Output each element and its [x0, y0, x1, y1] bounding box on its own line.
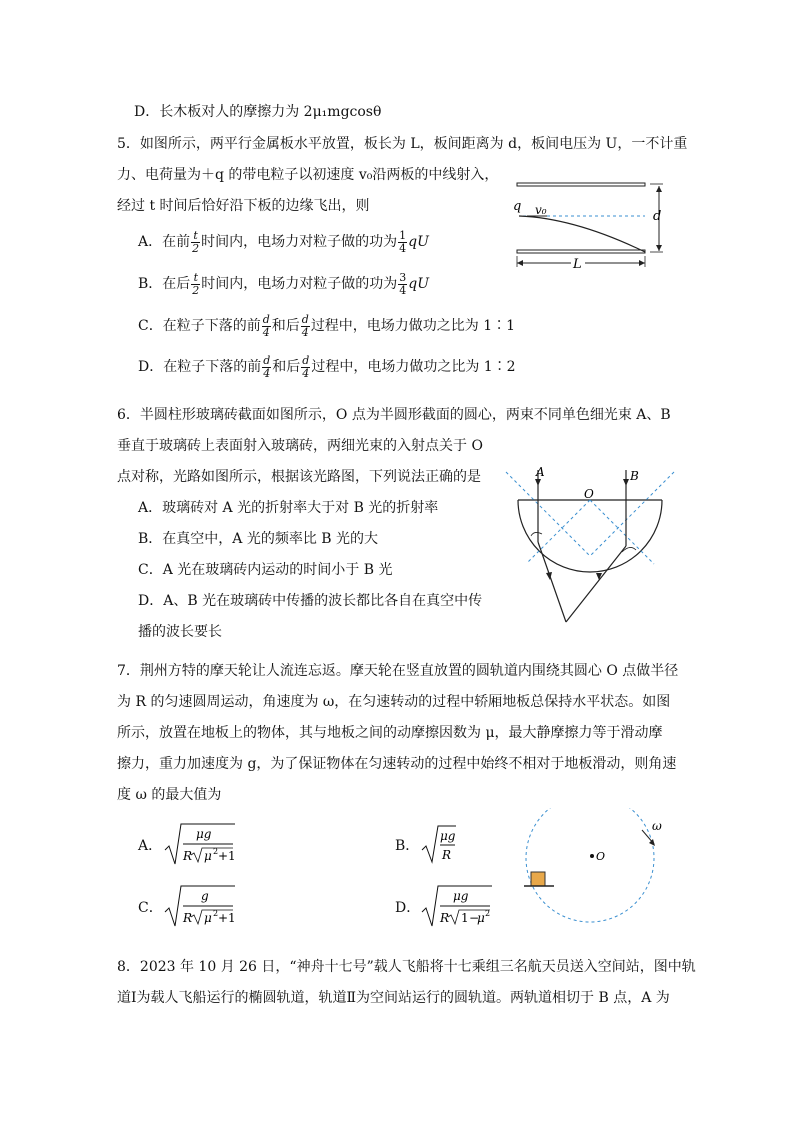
ray-A-label: A: [536, 465, 545, 479]
ray-B-refracted: [566, 546, 626, 622]
svg-text:+1: +1: [218, 911, 236, 925]
q7-option-a-formula: [163, 820, 243, 868]
q7-wheel-diagram: [520, 808, 680, 924]
q7-stem-line1: 7．荆州方特的摩天轮让人流连忘返。摩天轮在竖直放置的圆轨道内围绕其圆心 O 点做半径: [117, 663, 679, 679]
normal-dash-4: [590, 500, 654, 564]
d-arrow-top: [656, 186, 662, 192]
L-label: L: [573, 257, 582, 270]
center-dot: [590, 854, 594, 858]
svg-text:μg: μg: [196, 827, 212, 841]
svg-text:μg: μg: [440, 829, 456, 843]
ray-B-arrow2: [596, 573, 602, 580]
normal-dash-2: [590, 472, 674, 556]
q5-option-d: D．在粒子下落的前 $\frac{d}{4}$ 和后 $\frac{d}{4}$ 过程中，电场力做功之比为 1∶2: [138, 353, 516, 380]
q6-stem-line1: 6．半圆柱形玻璃砖截面如图所示，O 点为半圆形截面的圆心，两束不同单色细光束 A、B: [117, 407, 671, 423]
svg-text:−: −: [469, 911, 480, 925]
upper-plate: [517, 183, 645, 186]
L-arrow-left: [517, 260, 523, 266]
ray-B-arrow: [623, 479, 629, 486]
q5-stem-line1: 5．如图所示，两平行金属板水平放置，板长为 L，板间距离为 d，板间电压为 U，一不计重: [117, 136, 688, 152]
q5-option-a: A．在前 $\frac{t}{2}$ 时间内，电场力对粒子做的功为 $\frac{1}{4}$ qU: [138, 228, 429, 255]
q7-option-a-label: A．: [138, 838, 163, 854]
q6-option-c: C．A 光在玻璃砖内运动的时间小于 B 光: [138, 562, 393, 578]
wheel-circle: [526, 808, 654, 922]
svg-text:g: g: [201, 889, 209, 903]
omega-arrowhead: [649, 839, 655, 846]
ray-A-arrow: [535, 479, 541, 486]
v0-label: v₀: [535, 203, 547, 217]
glass-arc: [518, 500, 662, 572]
q7-option-c-label: C．: [138, 900, 163, 916]
q5-stem-line2: 力、电荷量为＋q 的带电粒子以初速度 v₀沿两板的中线射入，: [117, 167, 499, 183]
svg-text:2: 2: [485, 909, 491, 918]
svg-text:2: 2: [213, 847, 219, 856]
q6-option-b: B．在真空中，A 光的频率比 B 光的大: [138, 531, 379, 547]
L-arrow-right: [639, 260, 645, 266]
center-O-label: O: [596, 850, 606, 863]
svg-text:R: R: [440, 911, 450, 925]
svg-text:R: R: [183, 911, 193, 925]
angle-mark-A: [531, 532, 542, 536]
q6-glass-diagram: [498, 462, 678, 628]
svg-text:2: 2: [213, 909, 219, 918]
q7-stem-line5: 度 ω 的最大值为: [117, 787, 222, 803]
svg-text:1: 1: [461, 911, 469, 925]
q7-option-d-formula: [420, 882, 500, 930]
q7-option-c-formula: [163, 882, 243, 930]
q8-stem-line1: 8．2023 年 10 月 26 日，“神舟十七号”载人飞船将十七乘组三名航天员送入空间站，图中轨: [117, 959, 696, 975]
q5-option-c: C．在粒子下落的前 $\frac{d}{4}$ 和后 $\frac{d}{4}$ 过程中，电场力做功之比为 1∶1: [138, 312, 516, 339]
q7-option-b-label: B．: [395, 838, 420, 854]
q7-stem-line2: 为 R 的匀速圆周运动，角速度为 ω，在匀速转动的过程中轿厢地板总保持水平状态。如图: [117, 694, 671, 710]
q7-option-d-label: D．: [395, 900, 421, 916]
omega-label: ω: [652, 819, 662, 833]
center-O-label: O: [584, 487, 594, 501]
q6-option-d-line1: D．A、B 光在玻璃砖中传播的波长都比各自在真空中传: [138, 593, 483, 609]
particle-trajectory: [519, 216, 645, 252]
q7-option-b-formula: [420, 822, 460, 866]
lower-plate: [517, 250, 645, 253]
object-block: [531, 872, 545, 886]
d-arrow-bottom: [656, 245, 662, 251]
svg-text:R: R: [442, 848, 452, 862]
q5-option-b: B．在后 $\frac{t}{2}$ 时间内，电场力对粒子做的功为 $\frac{3}{4}$ qU: [138, 270, 430, 297]
normal-dash-3: [528, 500, 590, 562]
normal-dash-1: [506, 472, 590, 556]
q7-stem-line4: 擦力，重力加速度为 g，为了保证物体在匀速转动的过程中始终不相对于地板滑动，则角速: [117, 756, 677, 772]
charge-label: q: [513, 199, 522, 214]
svg-text:R: R: [183, 849, 193, 863]
q6-stem-line3: 点对称，光路如图所示，根据该光路图，下列说法正确的是: [117, 469, 481, 485]
svg-text:μg: μg: [453, 889, 469, 903]
q6-option-d-line2: 播的波长要长: [138, 624, 222, 640]
ray-B-label: B: [630, 469, 639, 483]
ray-A-refracted: [538, 542, 566, 622]
d-label: d: [653, 209, 662, 224]
svg-text:μ: μ: [204, 911, 212, 925]
q5-plates-diagram: [505, 178, 685, 270]
q5-stem-line3: 经过 t 时间后恰好沿下板的边缘飞出，则: [117, 198, 370, 214]
q7-stem-line3: 所示，放置在地板上的物体，其与地板之间的动摩擦因数为 μ，最大静摩擦力等于滑动摩: [117, 725, 663, 741]
svg-text:μ: μ: [477, 911, 485, 925]
q8-stem-line2: 道Ⅰ为载人飞船运行的椭圆轨道，轨道Ⅱ为空间站运行的圆轨道。两轨道相切于 B 点，A 为: [117, 990, 670, 1006]
svg-text:+1: +1: [218, 849, 236, 863]
q6-stem-line2: 垂直于玻璃砖上表面射入玻璃砖，两细光束的入射点关于 O: [117, 438, 483, 454]
svg-text:μ: μ: [204, 849, 212, 863]
q4-option-d: D．长木板对人的摩擦力为 2μ₁mgcosθ: [134, 104, 382, 120]
q6-option-a: A．玻璃砖对 A 光的折射率大于对 B 光的折射率: [138, 500, 439, 516]
